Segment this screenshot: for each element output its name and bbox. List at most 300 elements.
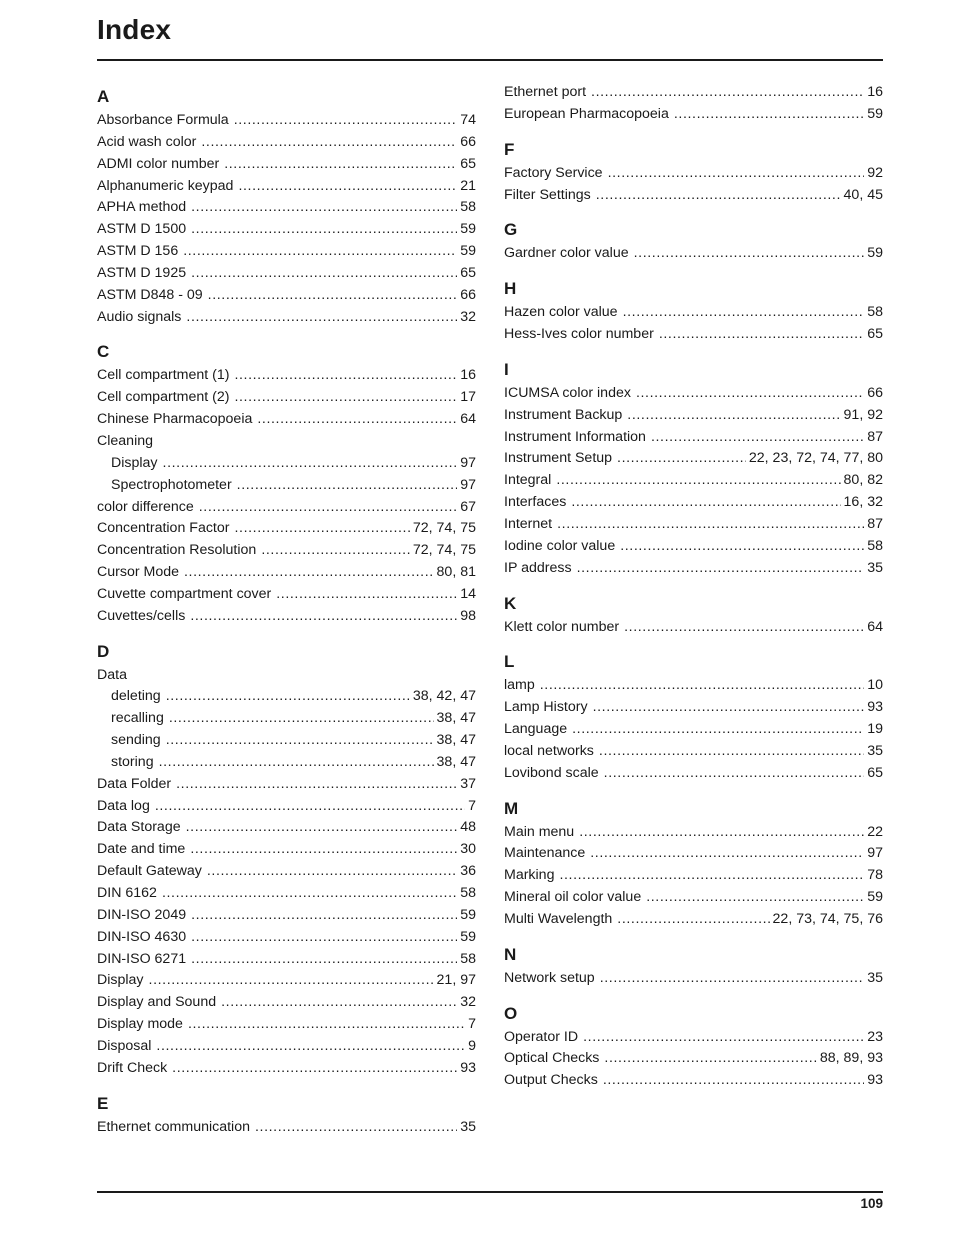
entry-term: DIN-ISO 4630 (97, 928, 187, 945)
section-letter: H (504, 279, 517, 299)
entry-term: Multi Wavelength (504, 910, 613, 927)
entry-pages: 93 (867, 699, 883, 716)
dot-leader (571, 492, 840, 514)
dot-leader (201, 132, 457, 154)
dot-leader (634, 243, 865, 265)
dot-leader (276, 584, 457, 606)
entry-pages: 65 (460, 155, 476, 172)
entry-pages: 48 (460, 819, 476, 836)
entry-pages: 35 (460, 1118, 476, 1135)
entry-pages: 88, 89, 93 (819, 1050, 883, 1067)
dot-leader (617, 448, 746, 470)
dot-leader (651, 427, 864, 449)
entry-term: ASTM D 1925 (97, 264, 187, 281)
entry-term: Factory Service (504, 164, 603, 181)
index-entry (504, 617, 883, 639)
index-entry (97, 518, 476, 540)
index-entry (504, 763, 883, 785)
entry-term: DIN-ISO 6271 (97, 950, 187, 967)
dot-leader (156, 1036, 465, 1058)
section-letter: C (97, 342, 110, 362)
entry-term: Marking (504, 867, 555, 884)
entry-term: APHA method (97, 199, 187, 216)
index-entry (97, 861, 476, 883)
section-letter: O (504, 1003, 518, 1023)
index-column-left (97, 82, 476, 1138)
entry-term: ICUMSA color index (504, 384, 631, 401)
dot-leader (257, 409, 457, 431)
dot-leader (234, 387, 457, 409)
entry-term: Hazen color value (504, 304, 618, 321)
dot-leader (188, 1014, 465, 1036)
index-subentry (97, 708, 476, 730)
entry-pages: 59 (460, 928, 476, 945)
entry-pages: 98 (460, 607, 476, 624)
entry-pages: 32 (460, 308, 476, 325)
entry-term: Chinese Pharmacopoeia (97, 411, 253, 428)
dot-leader (163, 453, 458, 475)
section-letter: L (504, 652, 515, 672)
index-entry (97, 665, 476, 687)
page-title: Index (97, 14, 172, 45)
index-entry (97, 307, 476, 329)
index-entry (504, 536, 883, 558)
dot-leader (149, 970, 434, 992)
entry-pages: 59 (460, 906, 476, 923)
dot-leader (234, 518, 409, 540)
entry-term: Iodine color value (504, 537, 616, 554)
entry-pages: 66 (867, 384, 883, 401)
entry-pages: 65 (460, 264, 476, 281)
entry-pages: 22 (867, 823, 883, 840)
entry-term: Drift Check (97, 1059, 168, 1076)
index-entry (504, 558, 883, 580)
entry-term: Instrument Information (504, 428, 646, 445)
entry-pages: 58 (867, 537, 883, 554)
section-letter: A (97, 87, 110, 106)
entry-pages: 35 (867, 742, 883, 759)
entry-pages: 87 (867, 515, 883, 532)
entry-pages: 9 (468, 1037, 476, 1054)
section-letter: E (97, 1093, 109, 1113)
entry-pages: 37 (460, 775, 476, 792)
dot-leader (224, 154, 457, 176)
entry-pages: 78 (867, 867, 883, 884)
entry-term: Integral (504, 472, 552, 489)
index-entry (97, 1058, 476, 1080)
index-subentry (97, 686, 476, 708)
index-entry (97, 949, 476, 971)
entry-term: Display (111, 454, 158, 471)
entry-pages: 40, 45 (843, 186, 883, 203)
entry-term: Optical Checks (504, 1050, 600, 1067)
dot-leader (604, 763, 865, 785)
dot-leader (623, 302, 865, 324)
index-entry (97, 431, 476, 453)
footer-rule (97, 1191, 883, 1193)
entry-pages: 59 (867, 245, 883, 262)
index-subentry (97, 475, 476, 497)
index-entry (97, 796, 476, 818)
entry-term: ASTM D848 - 09 (97, 286, 203, 303)
entry-term: Concentration Factor (97, 520, 230, 537)
entry-pages: 36 (460, 863, 476, 880)
dot-leader (603, 1070, 864, 1092)
entry-pages: 97 (867, 845, 883, 862)
entry-term: Alphanumeric keypad (97, 177, 234, 194)
dot-leader (176, 774, 457, 796)
index-subentry (97, 752, 476, 774)
dot-leader (540, 675, 864, 697)
index-column-right (504, 82, 883, 1092)
index-entry (504, 243, 883, 265)
index-entry (504, 968, 883, 990)
dot-leader (221, 992, 457, 1014)
index-entry (504, 675, 883, 697)
index-entry (504, 822, 883, 844)
entry-term: sending (111, 732, 161, 749)
dot-leader (590, 843, 864, 865)
index-entry (97, 774, 476, 796)
entry-pages: 10 (867, 677, 883, 694)
index-entry (97, 1014, 476, 1036)
index-subentry (97, 453, 476, 475)
dot-leader (579, 822, 864, 844)
entry-pages: 65 (867, 326, 883, 343)
dot-leader (190, 839, 457, 861)
dot-leader (599, 741, 864, 763)
index-entry (97, 110, 476, 132)
entry-term: Data Folder (97, 775, 172, 792)
index-entry (97, 241, 476, 263)
section-letter: G (504, 220, 518, 240)
entry-term: Display (97, 972, 144, 989)
entry-pages: 16 (867, 84, 883, 100)
index-entry (97, 562, 476, 584)
entry-term: Mineral oil color value (504, 889, 642, 906)
entry-pages: 74 (460, 112, 476, 128)
entry-term: Operator ID (504, 1028, 579, 1045)
index-entry (504, 514, 883, 536)
dot-leader (184, 562, 434, 584)
entry-term: Concentration Resolution (97, 542, 257, 559)
entry-pages: 59 (460, 243, 476, 260)
dot-leader (556, 470, 840, 492)
entry-pages: 22, 73, 74, 75, 76 (772, 910, 883, 927)
entry-pages: 66 (460, 133, 476, 150)
entry-pages: 32 (460, 994, 476, 1011)
dot-leader (191, 219, 457, 241)
entry-term: Internet (504, 515, 553, 532)
entry-pages: 38, 47 (436, 753, 476, 770)
section-letter: D (97, 641, 110, 661)
entry-pages: 58 (460, 199, 476, 216)
index-entry (97, 905, 476, 927)
index-subentry (97, 730, 476, 752)
entry-pages: 66 (460, 286, 476, 303)
entry-term: Network setup (504, 969, 595, 986)
index-entry (504, 741, 883, 763)
dot-leader (234, 110, 458, 132)
index-entry (97, 927, 476, 949)
entry-term: Klett color number (504, 618, 620, 635)
dot-leader (559, 865, 864, 887)
dot-leader (583, 1027, 864, 1049)
index-entry (504, 104, 883, 126)
dot-leader (208, 285, 458, 307)
index-entry (97, 839, 476, 861)
entry-term: Data log (97, 797, 150, 814)
entry-term: storing (111, 753, 154, 770)
entry-pages: 93 (460, 1059, 476, 1076)
entry-pages: 64 (867, 618, 883, 635)
index-entry (504, 185, 883, 207)
dot-leader (186, 817, 458, 839)
index-entry (97, 409, 476, 431)
entry-pages: 58 (460, 950, 476, 967)
index-entry (504, 887, 883, 909)
index-entry (504, 405, 883, 427)
entry-pages: 16, 32 (843, 494, 883, 511)
index-entry (97, 154, 476, 176)
dot-leader (166, 686, 410, 708)
entry-term: ASTM D 1500 (97, 221, 187, 238)
index-entry (97, 1036, 476, 1058)
dot-leader (234, 365, 457, 387)
dot-leader (620, 536, 864, 558)
entry-term: IP address (504, 559, 572, 576)
index-entry (504, 163, 883, 185)
index-entry (504, 697, 883, 719)
entry-term: Ethernet port (504, 84, 587, 100)
entry-pages: 21, 97 (436, 972, 476, 989)
index-entry (97, 263, 476, 285)
entry-pages: 19 (867, 721, 883, 738)
dot-leader (627, 405, 840, 427)
entry-term: Spectrophotometer (111, 476, 232, 493)
entry-pages: 30 (460, 841, 476, 858)
index-entry (97, 992, 476, 1014)
entry-pages: 14 (460, 585, 476, 602)
dot-leader (557, 514, 864, 536)
entry-term: Lamp History (504, 699, 588, 716)
entry-pages: 58 (460, 885, 476, 901)
dot-leader (162, 883, 457, 905)
dot-leader (238, 176, 457, 198)
index-entry (504, 865, 883, 887)
entry-term: Language (504, 721, 568, 738)
index-entry (504, 909, 883, 931)
dot-leader (172, 1058, 457, 1080)
entry-term: Default Gateway (97, 863, 202, 880)
index-entry (504, 383, 883, 405)
index-entry (504, 1070, 883, 1092)
entry-term: Main menu (504, 823, 575, 840)
dot-leader (600, 968, 865, 990)
dot-leader (191, 197, 457, 219)
index-entry (504, 1048, 883, 1070)
entry-term: local networks (504, 742, 594, 759)
dot-leader (617, 909, 769, 931)
entry-term: Cleaning (97, 432, 154, 449)
entry-pages: 72, 74, 75 (412, 520, 476, 537)
entry-pages: 91, 92 (843, 406, 883, 423)
index-entry (97, 132, 476, 154)
entry-term: ADMI color number (97, 155, 220, 172)
dot-leader (636, 383, 864, 405)
index-entry (504, 82, 883, 104)
entry-pages: 35 (867, 559, 883, 576)
index-entry (97, 970, 476, 992)
dot-leader (191, 949, 457, 971)
dot-leader (237, 475, 458, 497)
entry-pages: 58 (867, 304, 883, 321)
entry-pages: 16 (460, 367, 476, 384)
entry-term: Cuvette compartment cover (97, 585, 272, 602)
entry-term: DIN-ISO 2049 (97, 906, 187, 923)
entry-term: Display and Sound (97, 994, 217, 1011)
section-letter: I (504, 359, 509, 379)
entry-pages: 97 (460, 476, 476, 493)
entry-term: Lovibond scale (504, 764, 599, 781)
index-entry (504, 470, 883, 492)
entry-pages: 23 (867, 1028, 883, 1045)
dot-leader (659, 324, 864, 346)
entry-pages: 38, 42, 47 (412, 688, 476, 705)
index-entry (97, 176, 476, 198)
section-letter: F (504, 139, 515, 159)
entry-term: Disposal (97, 1037, 152, 1054)
entry-pages: 65 (867, 764, 883, 781)
entry-pages: 59 (867, 105, 883, 122)
index-entry (97, 817, 476, 839)
dot-leader (186, 307, 457, 329)
entry-term: Instrument Setup (504, 450, 613, 467)
entry-term: Gardner color value (504, 245, 629, 262)
index-entry (504, 719, 883, 741)
entry-pages: 38, 47 (436, 732, 476, 749)
index-entry (97, 1117, 476, 1139)
entry-term: Data Storage (97, 819, 181, 836)
index-entry (504, 302, 883, 324)
entry-pages: 80, 82 (843, 472, 883, 489)
entry-term: Ethernet communication (97, 1118, 250, 1135)
dot-leader (577, 558, 865, 580)
entry-term: ASTM D 156 (97, 243, 179, 260)
index-entry (504, 448, 883, 470)
entry-term: Acid wash color (97, 133, 197, 150)
entry-term: Date and time (97, 841, 186, 858)
dot-leader (183, 241, 457, 263)
section-letter: K (504, 593, 517, 613)
entry-pages: 59 (867, 889, 883, 906)
entry-term: Maintenance (504, 845, 586, 862)
dot-leader (646, 887, 864, 909)
entry-pages: 87 (867, 428, 883, 445)
dot-leader (593, 697, 865, 719)
index-entry (97, 365, 476, 387)
index-entry (504, 324, 883, 346)
dot-leader (191, 263, 457, 285)
entry-term: color difference (97, 498, 194, 515)
entry-term: lamp (504, 677, 535, 694)
dot-leader (624, 617, 864, 639)
dot-leader (190, 606, 457, 628)
entry-term: Instrument Backup (504, 406, 623, 423)
dot-leader (608, 163, 865, 185)
dot-leader (155, 796, 465, 818)
index-entry (97, 285, 476, 307)
entry-pages: 7 (468, 797, 476, 814)
entry-term: Cuvettes/cells (97, 607, 186, 624)
entry-term: Cursor Mode (97, 564, 180, 581)
entry-pages: 93 (867, 1072, 883, 1089)
header-rule (97, 59, 883, 61)
section-letter: N (504, 944, 517, 964)
entry-pages: 97 (460, 454, 476, 471)
entry-pages: 64 (460, 411, 476, 428)
entry-term: Data (97, 666, 127, 683)
entry-term: Cell compartment (2) (97, 389, 230, 406)
dot-leader (199, 497, 457, 519)
index-entry (504, 492, 883, 514)
dot-leader (591, 82, 864, 104)
entry-pages: 80, 81 (436, 564, 476, 581)
entry-pages: 35 (867, 969, 883, 986)
entry-pages: 59 (460, 221, 476, 238)
dot-leader (255, 1117, 457, 1139)
entry-term: DIN 6162 (97, 885, 157, 901)
index-entry (97, 497, 476, 519)
entry-term: recalling (111, 710, 164, 727)
index-entry (97, 219, 476, 241)
entry-pages: 7 (468, 1016, 476, 1033)
entry-term: Hess-Ives color number (504, 326, 654, 343)
dot-leader (159, 752, 434, 774)
entry-term: deleting (111, 688, 161, 705)
dot-leader (261, 540, 410, 562)
entry-pages: 92 (867, 164, 883, 181)
index-entry (504, 1027, 883, 1049)
dot-leader (572, 719, 864, 741)
entry-term: Audio signals (97, 308, 182, 325)
dot-leader (674, 104, 864, 126)
dot-leader (596, 185, 841, 207)
index-entry (97, 584, 476, 606)
dot-leader (191, 927, 457, 949)
dot-leader (604, 1048, 816, 1070)
entry-pages: 21 (460, 177, 476, 194)
dot-leader (169, 708, 434, 730)
index-entry (97, 387, 476, 409)
dot-leader (166, 730, 434, 752)
entry-term: Display mode (97, 1016, 183, 1033)
entry-pages: 17 (460, 389, 476, 406)
index-entry (97, 883, 476, 905)
dot-leader (191, 905, 457, 927)
index-entry (97, 197, 476, 219)
entry-term: European Pharmacopoeia (504, 105, 669, 122)
entry-term: Interfaces (504, 494, 567, 511)
index-entry (97, 606, 476, 628)
entry-term: Output Checks (504, 1072, 598, 1089)
entry-pages: 72, 74, 75 (412, 542, 476, 559)
dot-leader (207, 861, 457, 883)
index-entry (504, 427, 883, 449)
entry-term: Cell compartment (1) (97, 367, 230, 384)
section-letter: M (504, 798, 519, 818)
entry-pages: 22, 23, 72, 74, 77, 80 (748, 450, 883, 467)
